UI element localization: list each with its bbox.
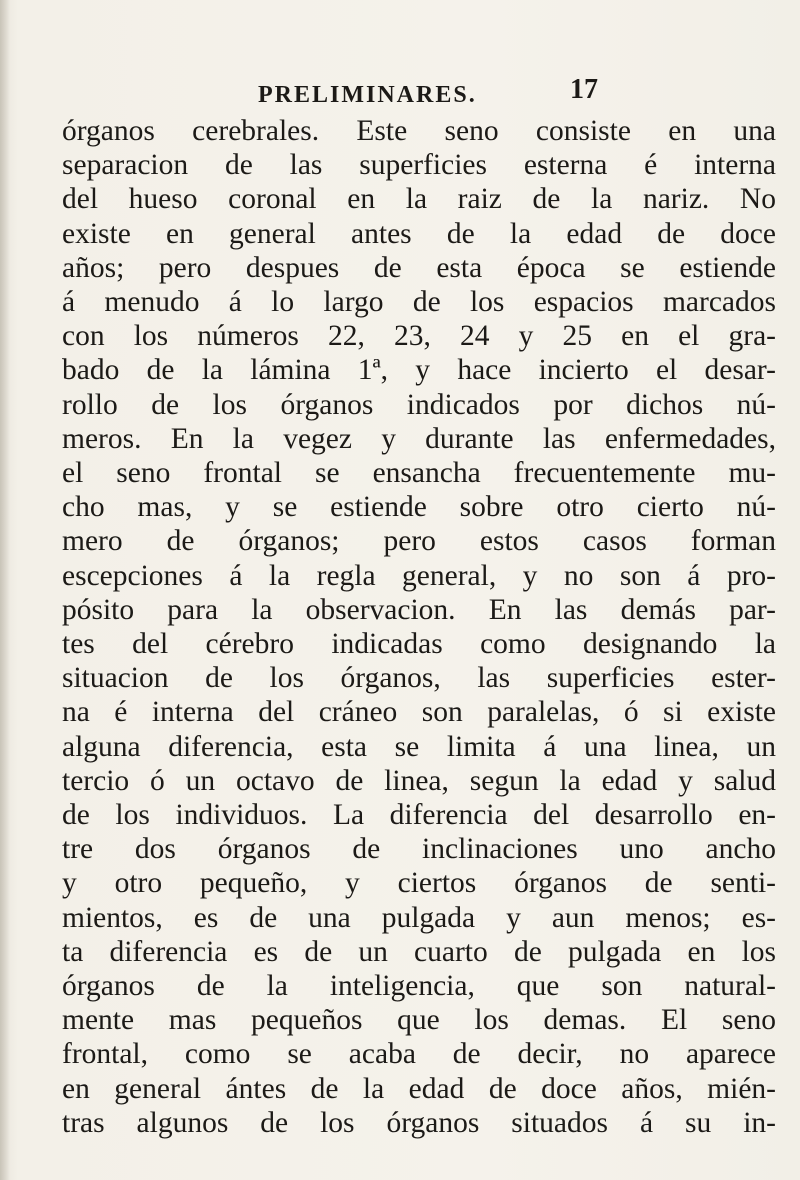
text-line: tras algunos de los órganos situados á su in- (62, 1106, 776, 1139)
text-line: frontal, como se acaba de decir, no aparece (62, 1038, 776, 1071)
text-line: y otro pequeño, y ciertos órganos de senti- (62, 867, 776, 900)
text-line: mero de órganos; pero estos casos forman (62, 525, 776, 558)
text-line: tercio ó un octavo de linea, segun la edad y salud (62, 764, 776, 797)
running-head: PRELIMINARES. (258, 82, 477, 108)
text-line: separacion de las superficies esterna é interna (62, 149, 776, 182)
text-line: ta diferencia es de un cuarto de pulgada en los (62, 935, 776, 968)
text-line: en general ántes de la edad de doce años, mién- (62, 1072, 776, 1105)
text-line: órganos cerebrales. Este seno consiste en una (62, 115, 776, 147)
gutter-shadow (0, 0, 10, 1180)
text-line: el seno frontal se ensancha frecuentemente mu- (62, 457, 776, 490)
text-line: bado de la lámina 1ª, y hace incierto el desar- (62, 354, 776, 387)
text-line: años; pero despues de esta época se estiende (62, 251, 776, 284)
text-line: á menudo á lo largo de los espacios marcados (62, 286, 776, 319)
page-number: 17 (570, 74, 598, 105)
text-line: mientos, es de una pulgada y aun menos; es- (62, 901, 776, 934)
page-header (60, 74, 760, 116)
text-line: con los números 22, 23, 24 y 25 en el gra- (62, 320, 776, 353)
text-line: tre dos órganos de inclinaciones uno ancho (62, 833, 776, 866)
text-line: órganos de la inteligencia, que son natural- (62, 970, 776, 1003)
text-line: situacion de los órganos, las superficies ester- (62, 662, 776, 695)
text-line: tes del cérebro indicadas como designando la (62, 628, 776, 661)
text-line: meros. En la vegez y durante las enfermedades, (62, 422, 776, 455)
text-line: pósito para la observacion. En las demás par- (62, 593, 776, 626)
text-line: existe en general antes de la edad de doce (62, 217, 776, 250)
text-line: rollo de los órganos indicados por dichos nú- (62, 388, 776, 421)
text-line: de los individuos. La diferencia del desarrollo en- (62, 799, 776, 832)
text-line: escepciones á la regla general, y no son á pro- (62, 559, 776, 592)
text-line: mente mas pequeños que los demas. El seno (62, 1004, 776, 1037)
body-text (62, 114, 776, 1140)
text-line: del hueso coronal en la raiz de la nariz. No (62, 183, 776, 216)
text-line: na é interna del cráneo son paralelas, ó si existe (62, 696, 776, 729)
text-line: alguna diferencia, esta se limita á una linea, un (62, 730, 776, 763)
text-line: cho mas, y se estiende sobre otro cierto nú- (62, 491, 776, 524)
